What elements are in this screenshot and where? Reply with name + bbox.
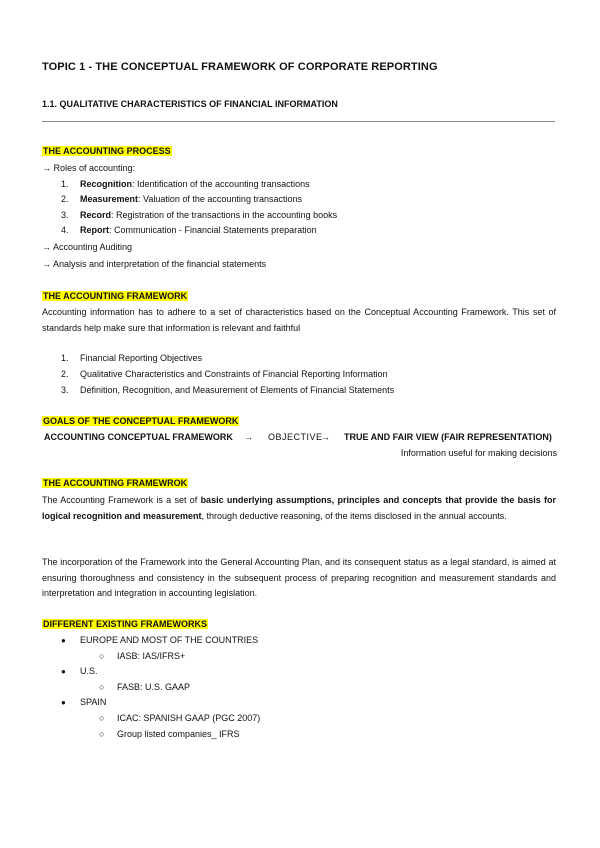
goal-left: ACCOUNTING CONCEPTUAL FRAMEWORK: [44, 432, 233, 442]
goal-right: TRUE AND FAIR VIEW (FAIR REPRESENTATION): [344, 432, 552, 442]
framework-group: U.S.: [80, 666, 98, 676]
framework-definition-paragraph: [42, 493, 556, 524]
list-item: [80, 179, 310, 189]
circle-bullet-icon: ○: [99, 682, 105, 692]
framework-paragraph: Accounting information has to adhere to a set of characteristics based on the Conceptual Accounting Framework. This set of standards help make sure that information is relevant and faithful: [42, 307, 556, 333]
goal-middle: OBJECTIVE: [268, 432, 323, 442]
circle-bullet-icon: ○: [99, 713, 105, 723]
list-number: 4.: [61, 225, 69, 235]
heading-accounting-process: [42, 146, 172, 156]
list-number: 2.: [61, 369, 69, 379]
item-label: Measurement: [80, 194, 139, 204]
framework-group: SPAIN: [80, 697, 107, 707]
item-label: Report: [80, 225, 109, 235]
arrow-1: →: [244, 432, 253, 442]
circle-bullet-icon: ○: [99, 729, 105, 739]
item-label: Record: [80, 210, 112, 220]
list-item: Qualitative Characteristics and Constraints of Financial Reporting Information: [80, 369, 388, 379]
heading-accounting-framework: [42, 291, 188, 301]
circle-bullet-icon: ○: [99, 651, 105, 661]
list-item: [80, 194, 302, 204]
analysis-line: → Analysis and interpretation of the financial statements: [42, 259, 267, 269]
heading-text: THE ACCOUNTING FRAMEWROK: [43, 478, 188, 488]
list-number: 1.: [61, 353, 69, 363]
goal-note: Information useful for making decisions: [400, 448, 557, 458]
heading-goals: [42, 416, 239, 426]
framework-incorporation-paragraph: The incorporation of the Framework into the General Accounting Plan, and its consequent status as a legal standard, is aimed at ensuring thoroughness and consistency in the subsequent process of preparing recognition and measurement standards and interpretation and integration in accounting legislation.: [42, 557, 556, 598]
list-number: 3.: [61, 385, 69, 395]
item-desc: : Identification of the accounting transactions: [132, 179, 310, 189]
list-item: [80, 225, 317, 235]
list-number: 3.: [61, 210, 69, 220]
list-item: Financial Reporting Objectives: [80, 353, 203, 363]
section-subtitle: 1.1. QUALITATIVE CHARACTERISTICS OF FINANCIAL INFORMATION: [42, 99, 338, 109]
framework-sub: FASB: U.S. GAAP: [117, 682, 191, 692]
heading-text: GOALS OF THE CONCEPTUAL FRAMEWORK: [43, 416, 239, 426]
heading-framework-definition: [42, 478, 188, 488]
item-desc: : Valuation of the accounting transactions: [138, 194, 302, 204]
heading-text: THE ACCOUNTING PROCESS: [43, 146, 171, 156]
heading-text: DIFFERENT EXISTING FRAMEWORKS: [43, 619, 207, 629]
bullet-icon: ●: [61, 698, 66, 707]
para-bold: basic underlying assumptions, principles and concepts that provide the basis for logical recognition and measurement: [42, 495, 556, 521]
item-desc: : Communication - Financial Statements preparation: [109, 225, 317, 235]
auditing-line: → Accounting Auditing: [42, 242, 133, 252]
bullet-icon: ●: [61, 667, 66, 676]
roles-line: → Roles of accounting:: [42, 163, 136, 173]
list-item: [80, 210, 337, 220]
page-title: TOPIC 1 - THE CONCEPTUAL FRAMEWORK OF CORPORATE REPORTING: [42, 61, 438, 73]
item-desc: : Registration of the transactions in the accounting books: [111, 210, 338, 220]
framework-group: EUROPE AND MOST OF THE COUNTRIES: [80, 635, 259, 645]
item-label: Recognition: [80, 179, 132, 189]
heading-existing-frameworks: [42, 619, 208, 629]
list-number: 1.: [61, 179, 69, 189]
framework-sub: IASB: IAS/IFRS+: [117, 651, 186, 661]
para-text: , through deductive reasoning, of the items disclosed in the annual accounts.: [201, 510, 507, 521]
framework-sub: Group listed companies_ IFRS: [117, 729, 240, 739]
heading-text: THE ACCOUNTING FRAMEWORK: [43, 291, 188, 301]
arrow-2: →: [321, 432, 330, 442]
list-number: 2.: [61, 194, 69, 204]
list-item: Definition, Recognition, and Measurement of Elements of Financial Statements: [80, 385, 395, 395]
framework-sub: ICAC: SPANISH GAAP (PGC 2007): [117, 713, 261, 723]
para-text: The Accounting Framework is a set of: [42, 495, 201, 505]
bullet-icon: ●: [61, 636, 66, 645]
divider: [42, 121, 555, 122]
